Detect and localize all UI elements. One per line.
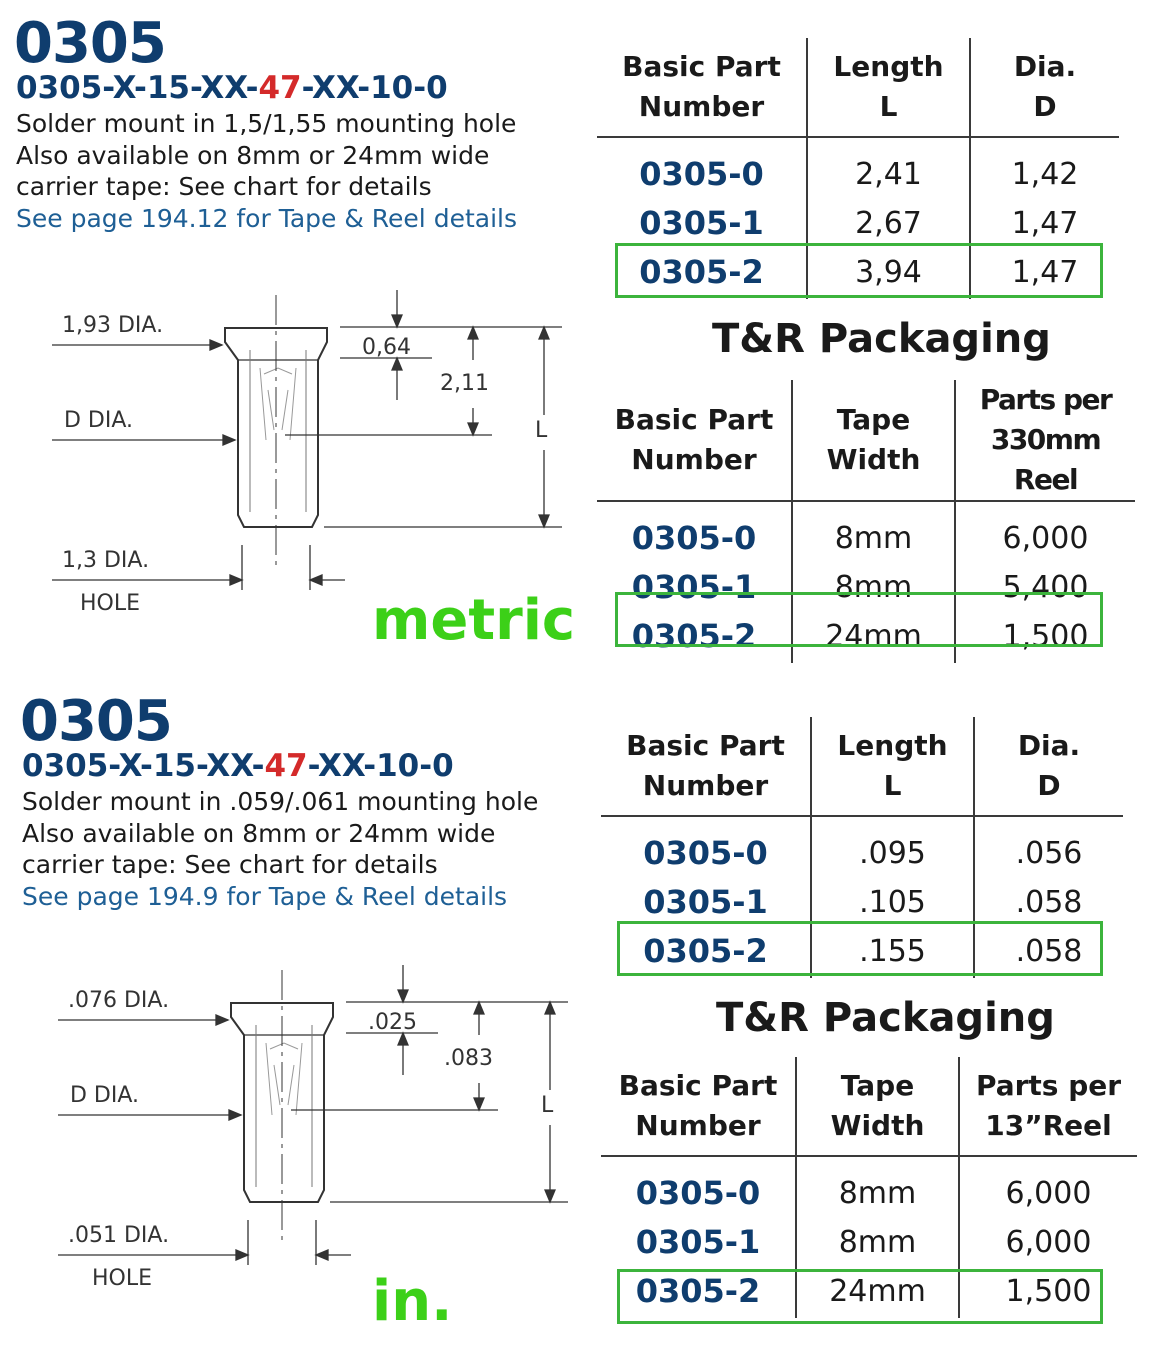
part-number-cell: 0305-0	[643, 834, 768, 872]
part-number-cell: 0305-2	[639, 253, 764, 291]
part-code	[16, 70, 448, 106]
part-code-suffix: -XX-10-0	[307, 748, 454, 784]
table-row	[601, 1267, 1137, 1318]
parts-per-reel-cell: 1,500	[955, 612, 1135, 663]
description-line: Solder mount in 1,5/1,55 mounting hole	[16, 109, 517, 138]
part-drawing	[40, 290, 580, 630]
table-row	[601, 1218, 1137, 1267]
header-length: Length L	[811, 717, 974, 816]
table-row	[601, 816, 1123, 878]
length-cell: 3,94	[807, 248, 970, 299]
tr-packaging-title: T&R Packaging	[716, 995, 1055, 1041]
description	[16, 108, 517, 234]
length-cell: .105	[811, 878, 974, 927]
description-line: Solder mount in .059/.061 mounting hole	[22, 787, 539, 816]
part-number-cell: 0305-1	[639, 204, 764, 242]
tape-width-cell: 8mm	[796, 1218, 959, 1267]
series-title: 0305	[20, 689, 172, 754]
length-label: L	[541, 1093, 554, 1118]
parts-per-reel-cell: 6,000	[955, 501, 1135, 563]
unit-label: in.	[372, 1269, 453, 1334]
hole-dia-label: 1,3 DIA.	[62, 548, 150, 573]
parts-per-reel-cell: 1,500	[959, 1267, 1137, 1318]
header-diameter: Dia. D	[974, 717, 1123, 816]
page-link[interactable]: See page 194.12 for Tape & Reel details	[16, 203, 517, 233]
table-row	[597, 248, 1119, 299]
tape-width-cell: 8mm	[792, 563, 955, 612]
part-code-highlight: 47	[264, 748, 308, 784]
part-drawing	[46, 965, 586, 1305]
header-part-number: Basic Part Number	[601, 717, 811, 816]
depth-label: 2,11	[440, 371, 489, 396]
header-diameter: Dia. D	[970, 38, 1119, 137]
header-parts-per-reel: Parts per 330mm Reel	[955, 380, 1135, 501]
hole-dia-label: .051 DIA.	[68, 1223, 170, 1248]
dimensions-table	[597, 38, 1119, 299]
unit-label: metric	[372, 588, 576, 653]
head-height-label: .025	[368, 1010, 417, 1035]
description-line: Also available on 8mm or 24mm wide	[22, 818, 496, 848]
header-part-number: Basic Part Number	[597, 380, 792, 501]
series-title: 0305	[14, 11, 166, 76]
length-cell: 2,41	[807, 137, 970, 199]
diameter-cell: 1,47	[970, 248, 1119, 299]
part-code-prefix: 0305-X-15-XX-	[16, 70, 259, 106]
header-length: Length L	[807, 38, 970, 137]
part-number-cell: 0305-1	[631, 568, 757, 606]
description-line: Also available on 8mm or 24mm wide	[16, 140, 490, 170]
dimensions-table	[601, 717, 1123, 978]
part-code	[22, 748, 454, 784]
tape-width-cell: 8mm	[792, 501, 955, 563]
description	[22, 786, 538, 912]
head-dia-label: 1,93 DIA.	[62, 313, 164, 338]
hole-label: HOLE	[92, 1266, 153, 1291]
table-row	[601, 1156, 1137, 1218]
header-tape-width: Tape Width	[796, 1057, 959, 1156]
diameter-cell: .058	[974, 927, 1123, 978]
table-row	[597, 612, 1135, 663]
part-number-cell: 0305-1	[635, 1223, 761, 1261]
tr-packaging-table	[597, 380, 1135, 663]
table-row	[597, 563, 1135, 612]
part-number-cell: 0305-0	[631, 519, 757, 557]
part-code-suffix: -XX-10-0	[301, 70, 448, 106]
header-parts-per-reel: Parts per 13”Reel	[959, 1057, 1137, 1156]
length-label: L	[535, 418, 548, 443]
length-cell: .095	[811, 816, 974, 878]
table-row	[597, 199, 1119, 248]
description-line: carrier tape: See chart for details	[16, 172, 432, 201]
body-dia-label: D DIA.	[64, 408, 134, 433]
parts-per-reel-cell: 5,400	[955, 563, 1135, 612]
part-number-cell: 0305-0	[635, 1174, 761, 1212]
head-dia-label: .076 DIA.	[68, 988, 170, 1013]
tape-width-cell: 8mm	[796, 1156, 959, 1218]
tr-packaging-title: T&R Packaging	[712, 316, 1051, 362]
part-code-prefix: 0305-X-15-XX-	[22, 748, 265, 784]
length-cell: 2,67	[807, 199, 970, 248]
page-link[interactable]: See page 194.9 for Tape & Reel details	[22, 881, 508, 911]
body-dia-label: D DIA.	[70, 1083, 140, 1108]
table-row	[601, 878, 1123, 927]
table-row	[597, 501, 1135, 563]
diameter-cell: 1,47	[970, 199, 1119, 248]
header-part-number: Basic Part Number	[597, 38, 807, 137]
hole-label: HOLE	[80, 591, 141, 616]
parts-per-reel-cell: 6,000	[959, 1218, 1137, 1267]
diameter-cell: .058	[974, 878, 1123, 927]
part-number-cell: 0305-0	[639, 155, 764, 193]
depth-label: .083	[444, 1046, 493, 1071]
tr-packaging-table	[601, 1057, 1137, 1318]
part-number-cell: 0305-2	[635, 1272, 761, 1310]
imperial-panel	[0, 680, 1172, 1355]
table-row	[601, 927, 1123, 978]
description-line: carrier tape: See chart for details	[22, 850, 438, 879]
part-number-cell: 0305-2	[631, 617, 757, 655]
part-number-cell: 0305-2	[643, 932, 768, 970]
header-tape-width: Tape Width	[792, 380, 955, 501]
part-number-cell: 0305-1	[643, 883, 768, 921]
parts-per-reel-cell: 6,000	[959, 1156, 1137, 1218]
part-code-highlight: 47	[258, 70, 302, 106]
tape-width-cell: 24mm	[792, 612, 955, 663]
diameter-cell: .056	[974, 816, 1123, 878]
table-row	[597, 137, 1119, 199]
length-cell: .155	[811, 927, 974, 978]
diameter-cell: 1,42	[970, 137, 1119, 199]
head-height-label: 0,64	[362, 335, 411, 360]
tape-width-cell: 24mm	[796, 1267, 959, 1318]
header-part-number: Basic Part Number	[601, 1057, 796, 1156]
